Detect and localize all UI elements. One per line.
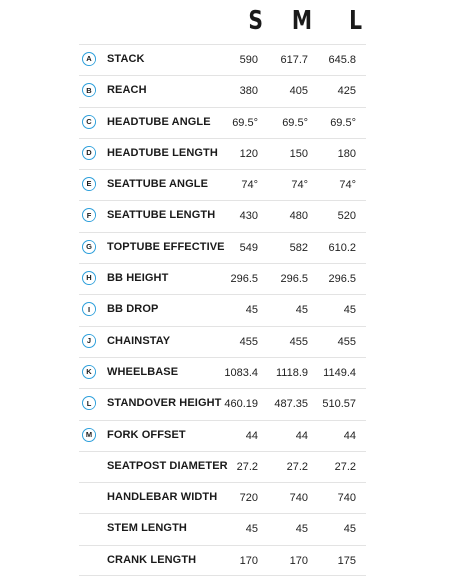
value-size-l: 180 xyxy=(337,147,356,160)
value-size-l: 425 xyxy=(337,85,356,98)
value-size-s: 296.5 xyxy=(230,273,258,286)
value-size-s: 170 xyxy=(239,554,258,567)
value-size-s: 455 xyxy=(239,335,258,348)
measurement-letter-badge xyxy=(82,240,96,254)
value-size-m: 74° xyxy=(291,179,308,192)
value-size-l: 74° xyxy=(339,179,356,192)
value-size-l: 510.57 xyxy=(322,398,356,411)
table-row xyxy=(79,75,366,106)
badge-letter: J xyxy=(84,335,95,346)
measurement-label: FORK OFFSET xyxy=(107,428,186,441)
badge-letter: B xyxy=(84,85,95,96)
value-size-m: 296.5 xyxy=(280,273,308,286)
badge-letter: A xyxy=(84,54,95,65)
size-header xyxy=(0,0,460,44)
measurement-label: BB DROP xyxy=(107,303,159,316)
value-size-l: 175 xyxy=(337,554,356,567)
measurement-label: HANDLEBAR WIDTH xyxy=(107,491,218,504)
measurement-label: CHAINSTAY xyxy=(107,334,171,347)
measurement-letter-badge xyxy=(82,208,96,222)
value-size-m: 740 xyxy=(289,492,308,505)
measurement-label: REACH xyxy=(107,84,147,97)
table-row xyxy=(79,263,366,294)
badge-letter: G xyxy=(84,241,95,252)
value-size-m: 480 xyxy=(289,210,308,223)
measurement-label: STANDOVER HEIGHT xyxy=(107,397,222,410)
value-size-l: 44 xyxy=(343,429,356,442)
geometry-table xyxy=(79,44,366,576)
measurement-label: HEADTUBE LENGTH xyxy=(107,146,218,159)
value-size-l: 610.2 xyxy=(328,241,356,254)
value-size-m: 405 xyxy=(289,85,308,98)
table-row xyxy=(79,107,366,138)
table-row xyxy=(79,357,366,388)
value-size-s: 74° xyxy=(241,179,258,192)
value-size-l: 645.8 xyxy=(328,54,356,66)
badge-letter: E xyxy=(84,179,95,190)
measurement-letter-badge xyxy=(82,52,96,66)
measurement-letter-badge xyxy=(82,396,96,410)
badge-letter: I xyxy=(84,304,95,315)
value-size-s: 380 xyxy=(239,85,258,98)
measurement-label: HEADTUBE ANGLE xyxy=(107,115,211,128)
table-row xyxy=(79,451,366,482)
table-row xyxy=(79,169,366,200)
size-heading-l: L xyxy=(349,6,362,36)
value-size-m: 44 xyxy=(295,429,308,442)
measurement-letter-badge xyxy=(82,428,96,442)
measurement-letter-badge xyxy=(82,83,96,97)
value-size-m: 150 xyxy=(289,147,308,160)
table-row xyxy=(79,232,366,263)
value-size-m: 45 xyxy=(295,304,308,317)
value-size-s: 1083.4 xyxy=(224,366,258,379)
badge-letter: H xyxy=(84,273,95,284)
value-size-s: 549 xyxy=(239,241,258,254)
value-size-l: 69.5° xyxy=(330,116,356,129)
measurement-label: BB HEIGHT xyxy=(107,272,169,285)
measurement-letter-badge xyxy=(82,271,96,285)
value-size-m: 45 xyxy=(295,523,308,536)
measurement-label: WHEELBASE xyxy=(107,365,179,378)
measurement-letter-badge xyxy=(82,334,96,348)
value-size-m: 487.35 xyxy=(274,398,308,411)
value-size-s: 430 xyxy=(239,210,258,223)
table-row xyxy=(79,294,366,325)
measurement-letter-badge xyxy=(82,177,96,191)
measurement-letter-badge xyxy=(82,365,96,379)
table-row xyxy=(79,326,366,357)
table-row xyxy=(79,482,366,513)
table-row xyxy=(79,44,366,75)
value-size-m: 582 xyxy=(289,241,308,254)
table-row xyxy=(79,200,366,231)
value-size-l: 296.5 xyxy=(328,273,356,286)
value-size-s: 460.19 xyxy=(224,398,258,411)
measurement-label: STACK xyxy=(107,53,145,65)
measurement-letter-badge xyxy=(82,146,96,160)
measurement-label: SEATTUBE LENGTH xyxy=(107,209,216,222)
badge-letter: K xyxy=(84,366,95,377)
value-size-m: 1118.9 xyxy=(275,366,308,379)
table-row xyxy=(79,513,366,544)
measurement-letter-badge xyxy=(82,115,96,129)
badge-letter: L xyxy=(84,398,95,409)
table-row xyxy=(79,545,366,576)
value-size-l: 520 xyxy=(337,210,356,223)
table-row xyxy=(79,138,366,169)
badge-letter: F xyxy=(84,210,95,221)
value-size-s: 44 xyxy=(245,429,258,442)
value-size-s: 590 xyxy=(239,54,258,66)
value-size-s: 720 xyxy=(239,492,258,505)
table-row xyxy=(79,388,366,419)
table-row xyxy=(79,420,366,451)
value-size-s: 69.5° xyxy=(232,116,258,129)
measurement-label: SEATPOST DIAMETER xyxy=(107,459,228,472)
badge-letter: M xyxy=(84,429,95,440)
measurement-label: SEATTUBE ANGLE xyxy=(107,178,209,191)
badge-letter: D xyxy=(84,147,95,158)
value-size-l: 45 xyxy=(343,523,356,536)
value-size-m: 617.7 xyxy=(280,54,308,66)
measurement-label: CRANK LENGTH xyxy=(107,553,197,566)
value-size-m: 69.5° xyxy=(282,116,308,129)
measurement-label: TOPTUBE EFFECTIVE xyxy=(107,240,225,253)
value-size-s: 45 xyxy=(245,304,258,317)
measurement-label: STEM LENGTH xyxy=(107,522,187,535)
value-size-s: 45 xyxy=(245,523,258,536)
size-heading-s: S xyxy=(248,6,263,36)
badge-letter: C xyxy=(84,116,95,127)
value-size-l: 740 xyxy=(337,492,356,505)
value-size-m: 170 xyxy=(289,554,308,567)
value-size-m: 455 xyxy=(289,335,308,348)
value-size-m: 27.2 xyxy=(286,460,308,473)
value-size-l: 1149.4 xyxy=(323,366,356,379)
value-size-s: 120 xyxy=(239,147,258,160)
measurement-letter-badge xyxy=(82,302,96,316)
value-size-l: 45 xyxy=(343,304,356,317)
value-size-l: 455 xyxy=(337,335,356,348)
value-size-l: 27.2 xyxy=(334,460,356,473)
size-heading-m: M xyxy=(291,6,312,36)
value-size-s: 27.2 xyxy=(236,460,258,473)
